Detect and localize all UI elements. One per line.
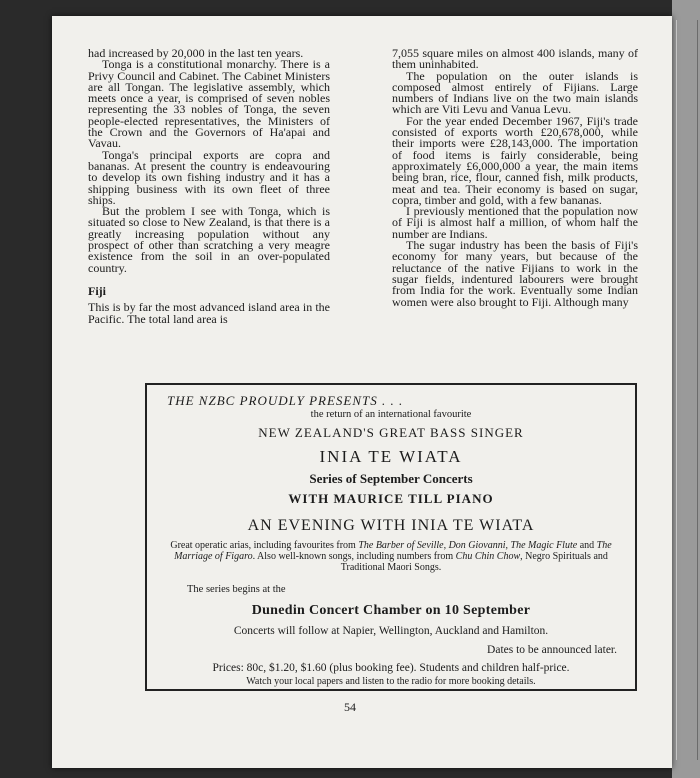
ad-dates: Dates to be announced later. — [487, 644, 617, 656]
paragraph: I previously mentioned that the population now of Fiji is almost half a million, of whom half the number are Indians. — [392, 204, 638, 241]
ad-venue: Dunedin Concert Chamber on 10 September — [251, 603, 531, 618]
ad-follow: Concerts will follow at Napier, Wellington, Auckland and Hamilton. — [233, 625, 549, 637]
ad-presents: THE NZBC PROUDLY PRESENTS . . . — [167, 393, 404, 408]
paragraph: The sugar industry has been the basis of Fiji's economy for many years, but because of the reluctance of the native Fijians to work in the sugar fields, indentured labourers were brought from India for the work. Eventually some Indian women were also brought to Fiji. Although many — [392, 238, 638, 309]
section-heading: Fiji — [88, 283, 106, 298]
ad-singer-name: INIA TE WIATA — [319, 447, 463, 466]
paragraph: 7,055 square miles on almost 400 islands, many of them uninhabited. — [392, 46, 638, 72]
ad-return: the return of an international favourite — [310, 409, 472, 420]
paragraph: But the problem I see with Tonga, which is situated so close to New Zealand, is that there is a greatly increasing population without any prospect of other than scratching a very meagre existence from the soil in an over-populated country. — [88, 204, 330, 275]
paragraph: The population on the outer islands is composed almost entirely of Fijians. Large numbers of Indians live on the two main islands which are Viti Levu and Vanua Levu. — [392, 68, 638, 117]
ad-evening-title: AN EVENING WITH INIA TE WIATA — [247, 517, 535, 534]
scan-edge — [672, 0, 700, 778]
ad-subtitle: NEW ZEALAND'S GREAT BASS SINGER — [258, 425, 524, 440]
ad-programme: Great operatic arias, including favourites from The Barber of Seville, Don Giovanni, The Magic Flute and The Marriage of Figaro. Also well-known songs, including numbers from Chu Chin Chow, Negro Spirituals and Traditional Maori Songs. — [170, 540, 612, 573]
paragraph: For the year ended December 1967, Fiji's trade consisted of exports worth £20,678,000, while their imports were £28,143,000. The importation of food items is fairly considerable, being approximately £6,000,000 a year, the main items being bran, rice, flour, canned fish, milk products, meat and tea. Their economy is based on sugar, copra, timber and gold, with a few bananas. — [392, 113, 638, 207]
concert-advertisement — [145, 383, 637, 691]
ad-series: Series of September Concerts — [309, 471, 473, 486]
ad-pianist: WITH MAURICE TILL PIANO — [288, 491, 494, 506]
paragraph: had increased by 20,000 in the last ten years. — [88, 46, 304, 60]
ad-prices: Prices: 80c, $1.20, $1.60 (plus booking fee). Students and children half-price. — [212, 662, 570, 674]
right-column — [392, 48, 638, 308]
ad-begins: The series begins at the — [187, 584, 286, 595]
left-column — [88, 48, 330, 325]
paragraph: Tonga is a constitutional monarchy. There is a Privy Council and Cabinet. The Cabinet Ministers are all Tongan. The legislative assembly, which meets once a year, is comprised of seven nobles representing the 33 nobles of Tonga, the seven people-elected representatives, the Ministers of the Crown and the Governors of Ha'apai and Vavau. — [88, 57, 330, 151]
paragraph: This is by far the most advanced island area in the Pacific. The total land area is — [88, 300, 330, 326]
paragraph: Tonga's principal exports are copra and bananas. At present the country is endeavouring to develop its own fishing industry and it has a shipping business with its own fleet of three ships. — [88, 147, 330, 207]
ad-watch: Watch your local papers and listen to the radio for more booking details. — [246, 676, 536, 687]
page-number: 54 — [344, 700, 356, 714]
